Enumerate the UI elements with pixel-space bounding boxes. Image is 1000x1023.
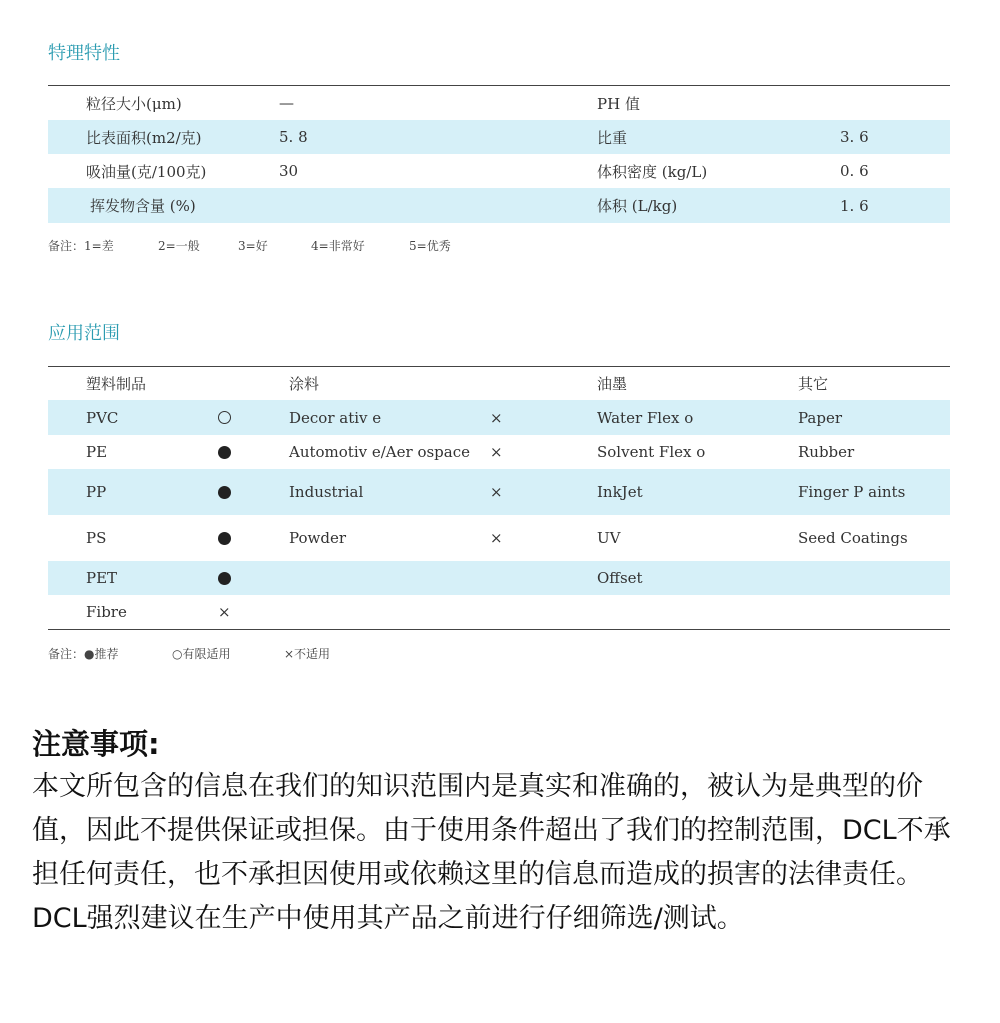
volatile-content-label: 挥发物含量 (%): [90, 197, 196, 215]
surface-area-value: 5. 8: [279, 128, 308, 146]
header-inks: 油墨: [597, 375, 628, 393]
table-row: [48, 469, 950, 515]
notice-title: 注意事项:: [32, 727, 160, 761]
not-applicable-icon: ×: [490, 483, 503, 501]
not-applicable-icon: ×: [490, 529, 503, 547]
table-row: [48, 188, 950, 223]
legend-limited: ○有限适用: [172, 647, 231, 661]
header-others: 其它: [798, 375, 829, 393]
table-row: [48, 561, 950, 595]
not-applicable-icon: ×: [490, 408, 503, 427]
table-row: [48, 154, 950, 188]
ink-name: Water Flex o: [597, 408, 694, 427]
plastic-name: Fibre: [86, 603, 127, 621]
bulking-value-label: 体积 (L/kg): [597, 197, 678, 215]
coating-name: Decor ativ e: [289, 408, 382, 427]
recommended-icon: [218, 561, 231, 595]
not-applicable-icon: ×: [218, 603, 231, 621]
table-row: [48, 400, 950, 435]
plastic-name: PET: [86, 569, 118, 587]
specific-gravity-label: 比重: [597, 128, 628, 147]
header-coatings: 涂料: [289, 375, 320, 393]
table-row: [48, 515, 950, 561]
notice-body: 本文所包含的信息在我们的知识范围内是真实和准确的，被认为是典型的价值，因此不提供保证或担保。由于使用条件超出了我们的控制范围，DCL不承担任何责任，也不承担因使用或依赖这里的信息而造成的损害的法律责任。 DCL强烈建议在生产中使用其产品之前进行仔细筛选/测试。: [32, 771, 951, 934]
plastic-name: PVC: [86, 408, 119, 427]
recommended-icon: [218, 515, 231, 561]
recommended-icon: [218, 435, 231, 469]
other-name: Rubber: [798, 443, 855, 461]
limited-use-icon: [218, 400, 231, 435]
header-plastics: 塑料制品: [86, 375, 147, 393]
recommended-icon: [218, 469, 231, 515]
table-row: [48, 86, 950, 120]
table-header-row: [48, 367, 950, 400]
legend-not-applicable: ×不适用: [284, 647, 331, 661]
application-table: [48, 366, 950, 630]
surface-area-label: 比表面积(m2/克): [86, 128, 202, 147]
particle-size-value: —: [279, 94, 294, 112]
coating-name: Powder: [289, 529, 347, 547]
coating-name: Industrial: [289, 483, 364, 501]
table-row: [48, 120, 950, 154]
plastic-name: PE: [86, 443, 108, 461]
plastic-name: PS: [86, 529, 107, 547]
oil-absorption-label: 吸油量(克/100克): [86, 162, 207, 181]
specific-gravity-value: 3. 6: [840, 128, 869, 146]
legend-recommended: 备注：●推荐: [48, 647, 119, 661]
ink-name: Solvent Flex o: [597, 443, 706, 461]
bulking-value-value: 1. 6: [840, 196, 869, 215]
rating-2: 2=一般: [158, 239, 200, 253]
rating-3: 3=好: [238, 239, 268, 253]
particle-size-label: 粒径大小(μm): [86, 94, 182, 113]
rating-1: 备注：1=差: [48, 239, 114, 253]
ph-label: PH 值: [597, 94, 640, 113]
plastic-name: PP: [86, 483, 107, 501]
ink-name: InkJet: [597, 483, 643, 501]
rating-5: 5=优秀: [409, 239, 451, 253]
rating-4: 4=非常好: [311, 239, 365, 253]
oil-absorption-value: 30: [279, 162, 299, 180]
bulk-density-label: 体积密度 (kg/L): [597, 162, 708, 181]
other-name: Finger P aints: [798, 483, 906, 501]
application-range-title: 应用范围: [48, 323, 120, 344]
other-name: Paper: [798, 408, 843, 427]
table-row: [48, 595, 950, 629]
ink-name: Offset: [597, 569, 643, 587]
other-name: Seed Coatings: [798, 529, 908, 547]
not-applicable-icon: ×: [490, 443, 503, 461]
bulk-density-value: 0. 6: [840, 162, 869, 180]
coating-name: Automotiv e/Aer ospace: [289, 443, 471, 461]
physical-properties-title: 特理特性: [48, 43, 120, 64]
ink-name: UV: [597, 529, 621, 547]
table-row: [48, 435, 950, 469]
physical-properties-table: [48, 85, 950, 223]
